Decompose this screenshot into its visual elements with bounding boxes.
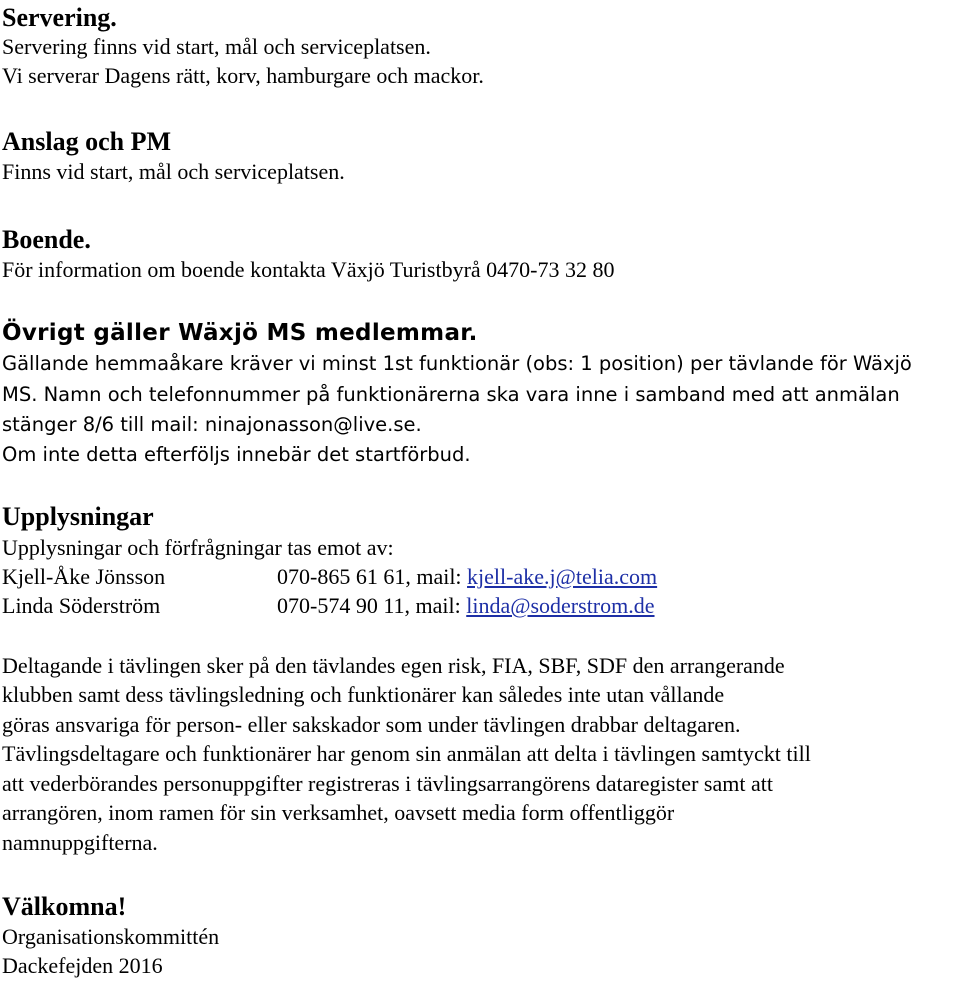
upplysningar-heading: Upplysningar — [2, 502, 154, 531]
ovrigt-heading: Övrigt gäller Wäxjö MS medlemmar. — [2, 320, 478, 346]
contact-name: Kjell-Åke Jönsson — [2, 564, 166, 589]
boende-heading: Boende. — [2, 225, 91, 254]
disclaimer-line-2: klubben samt dess tävlingsledning och funktionärer kan således inte utan vållande — [2, 682, 725, 707]
contact-details — [277, 592, 655, 620]
contact-row — [0, 592, 960, 620]
ovrigt-line-2: MS. Namn och telefonnummer på funktionärerna ska vara inne i samband med att anmälan — [2, 383, 900, 406]
disclaimer-line-1: Deltagande i tävlingen sker på den tävlandes egen risk, FIA, SBF, SDF den arrangerande — [2, 653, 785, 678]
disclaimer-line-5: att vederbörandes personuppgifter registreras i tävlingsarrangörens dataregister samt att — [2, 771, 773, 796]
boende-line-1: För information om boende kontakta Växjö Turistbyrå 0470-73 32 80 — [2, 257, 615, 282]
upplysningar-intro: Upplysningar och förfrågningar tas emot av: — [2, 535, 394, 560]
disclaimer-line-7: namnuppgifterna. — [2, 830, 158, 855]
disclaimer-line-4: Tävlingsdeltagare och funktionärer har genom sin anmälan att delta i tävlingen samtyckt till — [2, 741, 811, 766]
contact-row — [0, 563, 960, 591]
servering-line-1: Servering finns vid start, mål och serviceplatsen. — [2, 34, 431, 59]
contact-phone: 070-865 61 61, mail: — [277, 564, 468, 589]
contact-details — [277, 563, 657, 591]
servering-heading: Servering. — [2, 3, 117, 32]
anslag-heading: Anslag och PM — [2, 127, 171, 156]
contact-name: Linda Söderström — [2, 593, 161, 618]
contact-phone: 070-574 90 11, mail: — [277, 593, 467, 618]
ovrigt-line-4: Om inte detta efterföljs innebär det startförbud. — [2, 443, 471, 466]
closing-heading: Välkomna! — [2, 892, 127, 921]
ovrigt-line-1: Gällande hemmaåkare kräver vi minst 1st funktionär (obs: 1 position) per tävlande för Wäxjö — [2, 352, 912, 375]
contact-email-link[interactable]: linda@soderstrom.de — [466, 593, 655, 618]
contact-email-link[interactable]: kjell-ake.j@telia.com — [467, 564, 658, 589]
closing-line-2: Dackefejden 2016 — [2, 953, 163, 978]
disclaimer-line-6: arrangören, inom ramen för sin verksamhet, oavsett media form offentliggör — [2, 800, 675, 825]
disclaimer-line-3: göras ansvariga för person- eller sakskador som under tävlingen drabbar deltagaren. — [2, 712, 741, 737]
servering-line-2: Vi serverar Dagens rätt, korv, hamburgare och mackor. — [2, 63, 484, 88]
anslag-line-1: Finns vid start, mål och serviceplatsen. — [2, 159, 345, 184]
closing-line-1: Organisationskommittén — [2, 924, 220, 949]
ovrigt-line-3: stänger 8/6 till mail: ninajonasson@live.se. — [2, 413, 422, 436]
